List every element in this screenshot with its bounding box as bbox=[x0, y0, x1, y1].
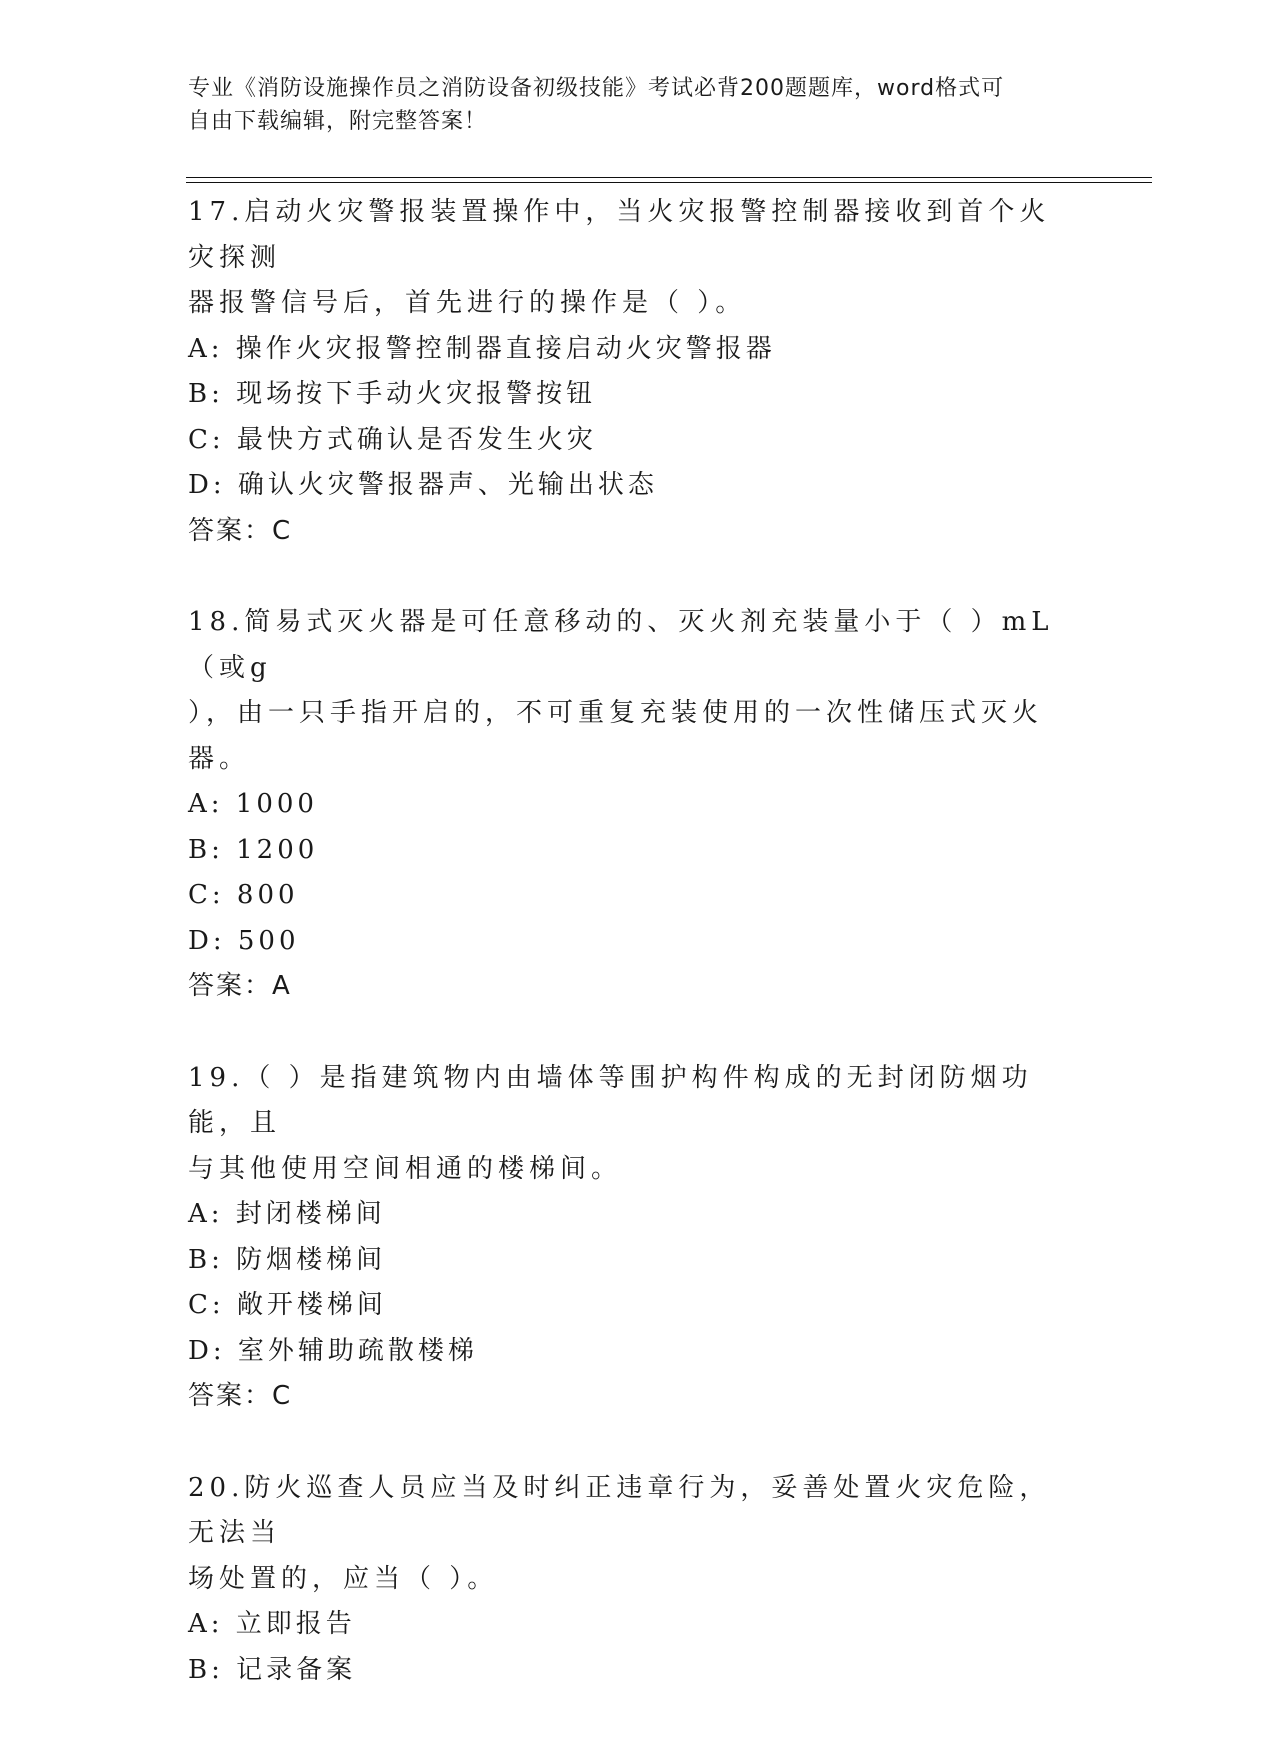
option-b: B: 记录备案 bbox=[188, 1654, 357, 1685]
answer-line: 答案：C bbox=[188, 1381, 293, 1411]
question-list bbox=[188, 190, 1068, 1739]
question-18 bbox=[188, 600, 1068, 1010]
option-a: A: 操作火灾报警控制器直接启动火灾警报器 bbox=[188, 333, 776, 364]
option-d: D: 室外辅助疏散楼梯 bbox=[188, 1335, 478, 1366]
question-stem-line: 17.启动火灾警报装置操作中，当火灾报警控制器接收到首个火灾探测 bbox=[188, 197, 1051, 273]
option-b: B: 1200 bbox=[188, 834, 319, 865]
option-a: A: 立即报告 bbox=[188, 1609, 356, 1639]
option-a: A: 封闭楼梯间 bbox=[188, 1199, 386, 1229]
option-c: C: 800 bbox=[188, 880, 299, 910]
option-d: D: 确认火灾警报器声、光输出状态 bbox=[188, 470, 658, 500]
answer-line: 答案：A bbox=[188, 971, 292, 1001]
option-c: C: 敞开楼梯间 bbox=[188, 1290, 387, 1320]
option-d: D: 500 bbox=[188, 925, 300, 956]
header-divider-top bbox=[186, 177, 1152, 178]
question-19 bbox=[188, 1056, 1068, 1420]
option-c: C: 最快方式确认是否发生火灾 bbox=[188, 424, 597, 455]
option-b: B: 防烟楼梯间 bbox=[188, 1244, 387, 1275]
question-stem-line: 器报警信号后，首先进行的操作是（ ）。 bbox=[188, 288, 747, 318]
document-header bbox=[188, 72, 1068, 138]
option-b: B: 现场按下手动火灾报警按钮 bbox=[188, 379, 597, 409]
answer-line: 答案：C bbox=[188, 515, 293, 546]
question-stem-line: 场处置的，应当（ ）。 bbox=[188, 1563, 499, 1594]
question-stem-line: 18.简易式灭火器是可任意移动的、灭火剂充装量小于（ ）mL（或g bbox=[188, 607, 1054, 683]
question-stem-line: 与其他使用空间相通的楼梯间。 bbox=[188, 1153, 623, 1184]
question-stem-line: 19.（ ）是指建筑物内由墙体等围护构件构成的无封闭防烟功能，且 bbox=[188, 1062, 1033, 1138]
header-divider-bottom bbox=[186, 182, 1152, 183]
header-line-1: 专业《消防设施操作员之消防设备初级技能》考试必背200题题库，word格式可 bbox=[188, 76, 1005, 101]
option-a: A: 1000 bbox=[188, 789, 318, 819]
question-17 bbox=[188, 190, 1068, 554]
question-stem-line: 20.防火巡查人员应当及时纠正违章行为，妥善处置火灾危险，无法当 bbox=[188, 1472, 1051, 1548]
question-20 bbox=[188, 1466, 1068, 1694]
question-stem-line: ），由一只手指开启的，不可重复充装使用的一次性储压式灭火器。 bbox=[188, 698, 1044, 774]
header-line-2: 自由下载编辑，附完整答案！ bbox=[188, 109, 488, 134]
